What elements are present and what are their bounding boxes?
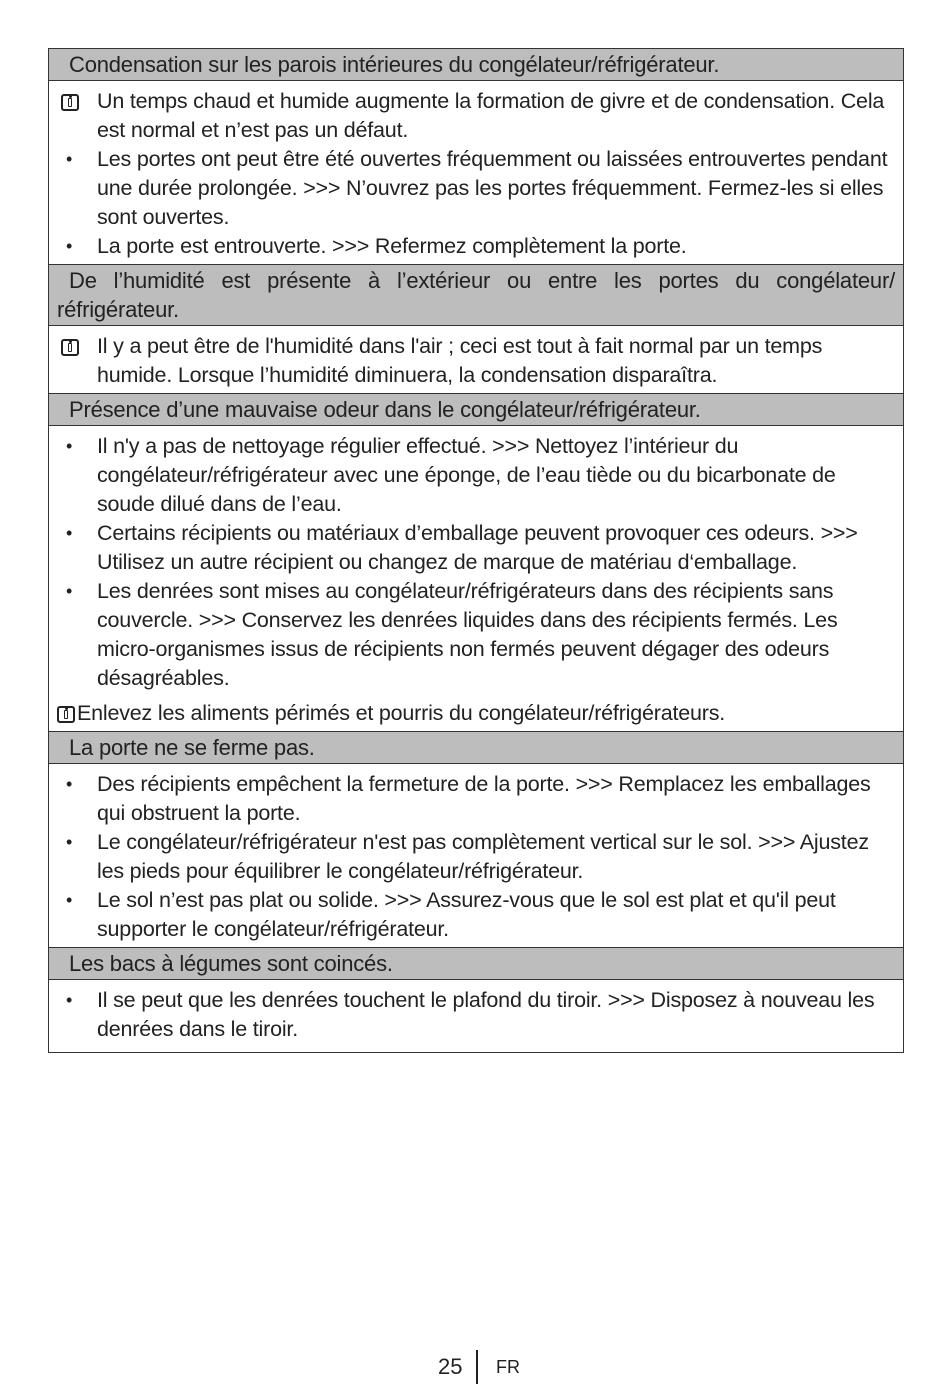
list-item [57, 886, 895, 944]
item-text: Enlevez les aliments périmés et pourris du congélateur/réfrigérateurs. [77, 701, 726, 725]
section-body [49, 980, 903, 1052]
section-header: Présence d’une mauvaise odeur dans le congélateur/réfrigérateur. [49, 394, 903, 426]
troubleshooting-table [48, 48, 904, 1053]
section-header: La porte ne se ferme pas. [49, 732, 903, 764]
list-item [57, 145, 895, 232]
footer-divider [476, 1350, 478, 1384]
info-icon [57, 701, 77, 725]
list-item [57, 87, 895, 145]
list-item [57, 828, 895, 886]
bullet-icon: • [65, 832, 73, 852]
info-icon [58, 87, 80, 116]
bullet-icon: • [65, 236, 73, 256]
list-item [57, 986, 895, 1044]
section-body [49, 764, 903, 948]
list-item [57, 519, 895, 577]
bullet-icon: • [65, 774, 73, 794]
bullet-icon: • [65, 523, 73, 543]
section-header: De l’humidité est présente à l’extérieur ou entre les portes du congélateur/ réfrigérateur. [49, 265, 903, 326]
language-code: FR [496, 1357, 520, 1377]
bullet-icon: • [65, 990, 73, 1010]
item-text: Les portes ont peut être été ouvertes fréquemment ou laissées entrouvertes pendant une durée prolongée. >>> N’ouvrez pas les portes fréquemment. Fermez-les si elles sont ouvertes. [97, 147, 888, 229]
section-header: Condensation sur les parois intérieures du congélateur/réfrigérateur. [49, 49, 903, 81]
item-text: Certains récipients ou matériaux d’emballage peuvent provoquer ces odeurs. >>> Utilisez un autre récipient ou changez de marque de matériau d‘emballage. [97, 521, 858, 574]
section-body [49, 326, 903, 394]
list-item [57, 432, 895, 519]
section-body [49, 426, 903, 732]
info-icon [58, 332, 80, 361]
item-text: Les denrées sont mises au congélateur/réfrigérateurs dans des récipients sans couvercle. >>> Conservez les denrées liquides dans des récipients fermés. Les micro-organismes issus de récipients non fermés peuvent dégager des odeurs désagréables. [97, 579, 838, 690]
section-body [49, 81, 903, 265]
bullet-icon: • [65, 149, 73, 169]
bullet-icon: • [65, 581, 73, 601]
item-text: La porte est entrouverte. >>> Refermez complètement la porte. [97, 234, 687, 258]
list-item [57, 577, 895, 693]
item-text: Il n'y a pas de nettoyage régulier effectué. >>> Nettoyez l’intérieur du congélateur/réfrigérateur avec une éponge, de l’eau tiède ou du bicarbonate de soude dilué dans de l’eau. [97, 434, 836, 516]
item-text: Le sol n’est pas plat ou solide. >>> Assurez-vous que le sol est plat et qu'il peut supporter le congélateur/réfrigérateur. [97, 888, 836, 941]
bullet-icon: • [65, 890, 73, 910]
section-header: Les bacs à légumes sont coincés. [49, 948, 903, 980]
list-item [57, 770, 895, 828]
item-text: Des récipients empêchent la fermeture de la porte. >>> Remplacez les emballages qui obstruent la porte. [97, 772, 871, 825]
bullet-icon: • [65, 436, 73, 456]
page-number: 25 [438, 1354, 463, 1379]
item-text: Le congélateur/réfrigérateur n'est pas complètement vertical sur le sol. >>> Ajustez les pieds pour équilibrer le congélateur/réfrigérateur. [97, 830, 869, 883]
page-footer [0, 1350, 950, 1384]
list-item [57, 332, 895, 390]
list-item [57, 699, 895, 728]
list-item [57, 232, 895, 261]
item-text: Il y a peut être de l'humidité dans l'air ; ceci est tout à fait normal par un temps humide. Lorsque l’humidité diminuera, la condensation disparaîtra. [97, 334, 823, 387]
item-text: Un temps chaud et humide augmente la formation de givre et de condensation. Cela est normal et n’est pas un défaut. [97, 89, 885, 142]
item-text: Il se peut que les denrées touchent le plafond du tiroir. >>> Disposez à nouveau les denrées dans le tiroir. [97, 988, 875, 1041]
